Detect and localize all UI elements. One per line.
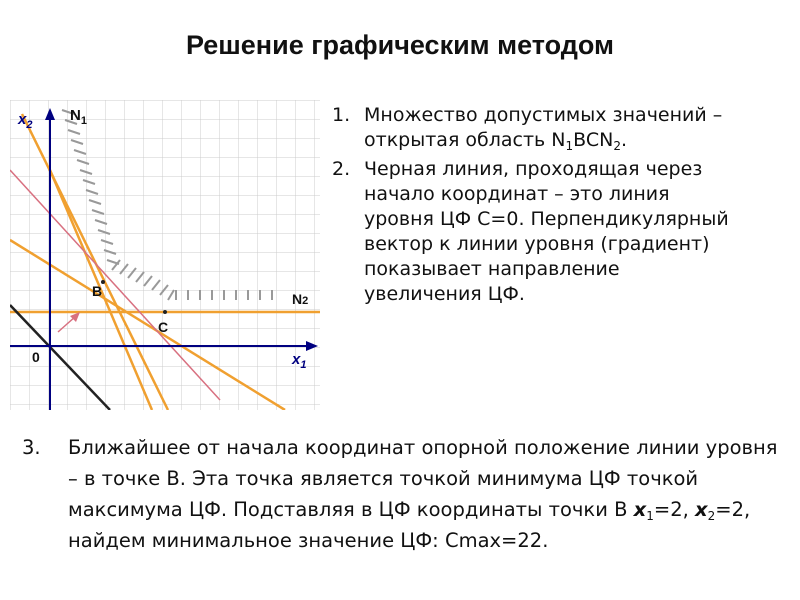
- list-number: 2.: [332, 158, 351, 180]
- explanation-list-top: [332, 103, 732, 311]
- item1-text-b: BCN: [573, 129, 614, 151]
- point-c-label: C: [158, 319, 169, 335]
- origin-label: 0: [32, 349, 40, 365]
- list-item-2: [332, 157, 732, 307]
- item3-text-c: =2, найдем минимальное значение ЦФ: Cmax=22.: [68, 498, 751, 552]
- x2-axis-label: $x_2$: [18, 111, 33, 131]
- x1-variable: x: [633, 498, 647, 521]
- point-b-label: B: [92, 283, 103, 299]
- list-number: 3.: [22, 436, 41, 459]
- item1-text-c: .: [620, 129, 628, 151]
- item3-text-b: =2,: [653, 498, 696, 521]
- grid-background: [10, 100, 320, 410]
- list-item-3: [22, 432, 782, 556]
- list-item-1: [332, 103, 732, 153]
- x1-sub: 1: [646, 509, 654, 523]
- item2-text: Черная линия, проходящая через начало координат – это линия уровня ЦФ C=0. Перпендикулярный вектор к линии уровня (градиент) показывает направление увеличения ЦФ.: [364, 158, 729, 305]
- n2-label: N2: [292, 291, 309, 307]
- x1-axis-label: $x_1$: [292, 351, 307, 371]
- point-c-marker: [163, 310, 167, 314]
- item3-text-a: Ближайшее от начала координат опорной положение линии уровня – в точке B. Эта точка является точкой минимума ЦФ точкой максимума ЦФ. Подставляя в ЦФ координаты точки B: [68, 436, 778, 521]
- list-number: 1.: [332, 104, 351, 126]
- item1-text-a: Множество допустимых значений – открытая область N: [364, 104, 723, 151]
- graphical-solution-diagram: [10, 100, 320, 410]
- item1-sub-a: 1: [565, 139, 574, 153]
- item1-sub-b: 2: [613, 139, 621, 153]
- x2-variable: x: [695, 498, 708, 521]
- n1-label: $N_1$: [70, 107, 87, 127]
- slide-title: Решение графическим методом: [185, 30, 615, 60]
- explanation-list-bottom: [22, 432, 782, 556]
- x2-sub: 2: [707, 509, 716, 523]
